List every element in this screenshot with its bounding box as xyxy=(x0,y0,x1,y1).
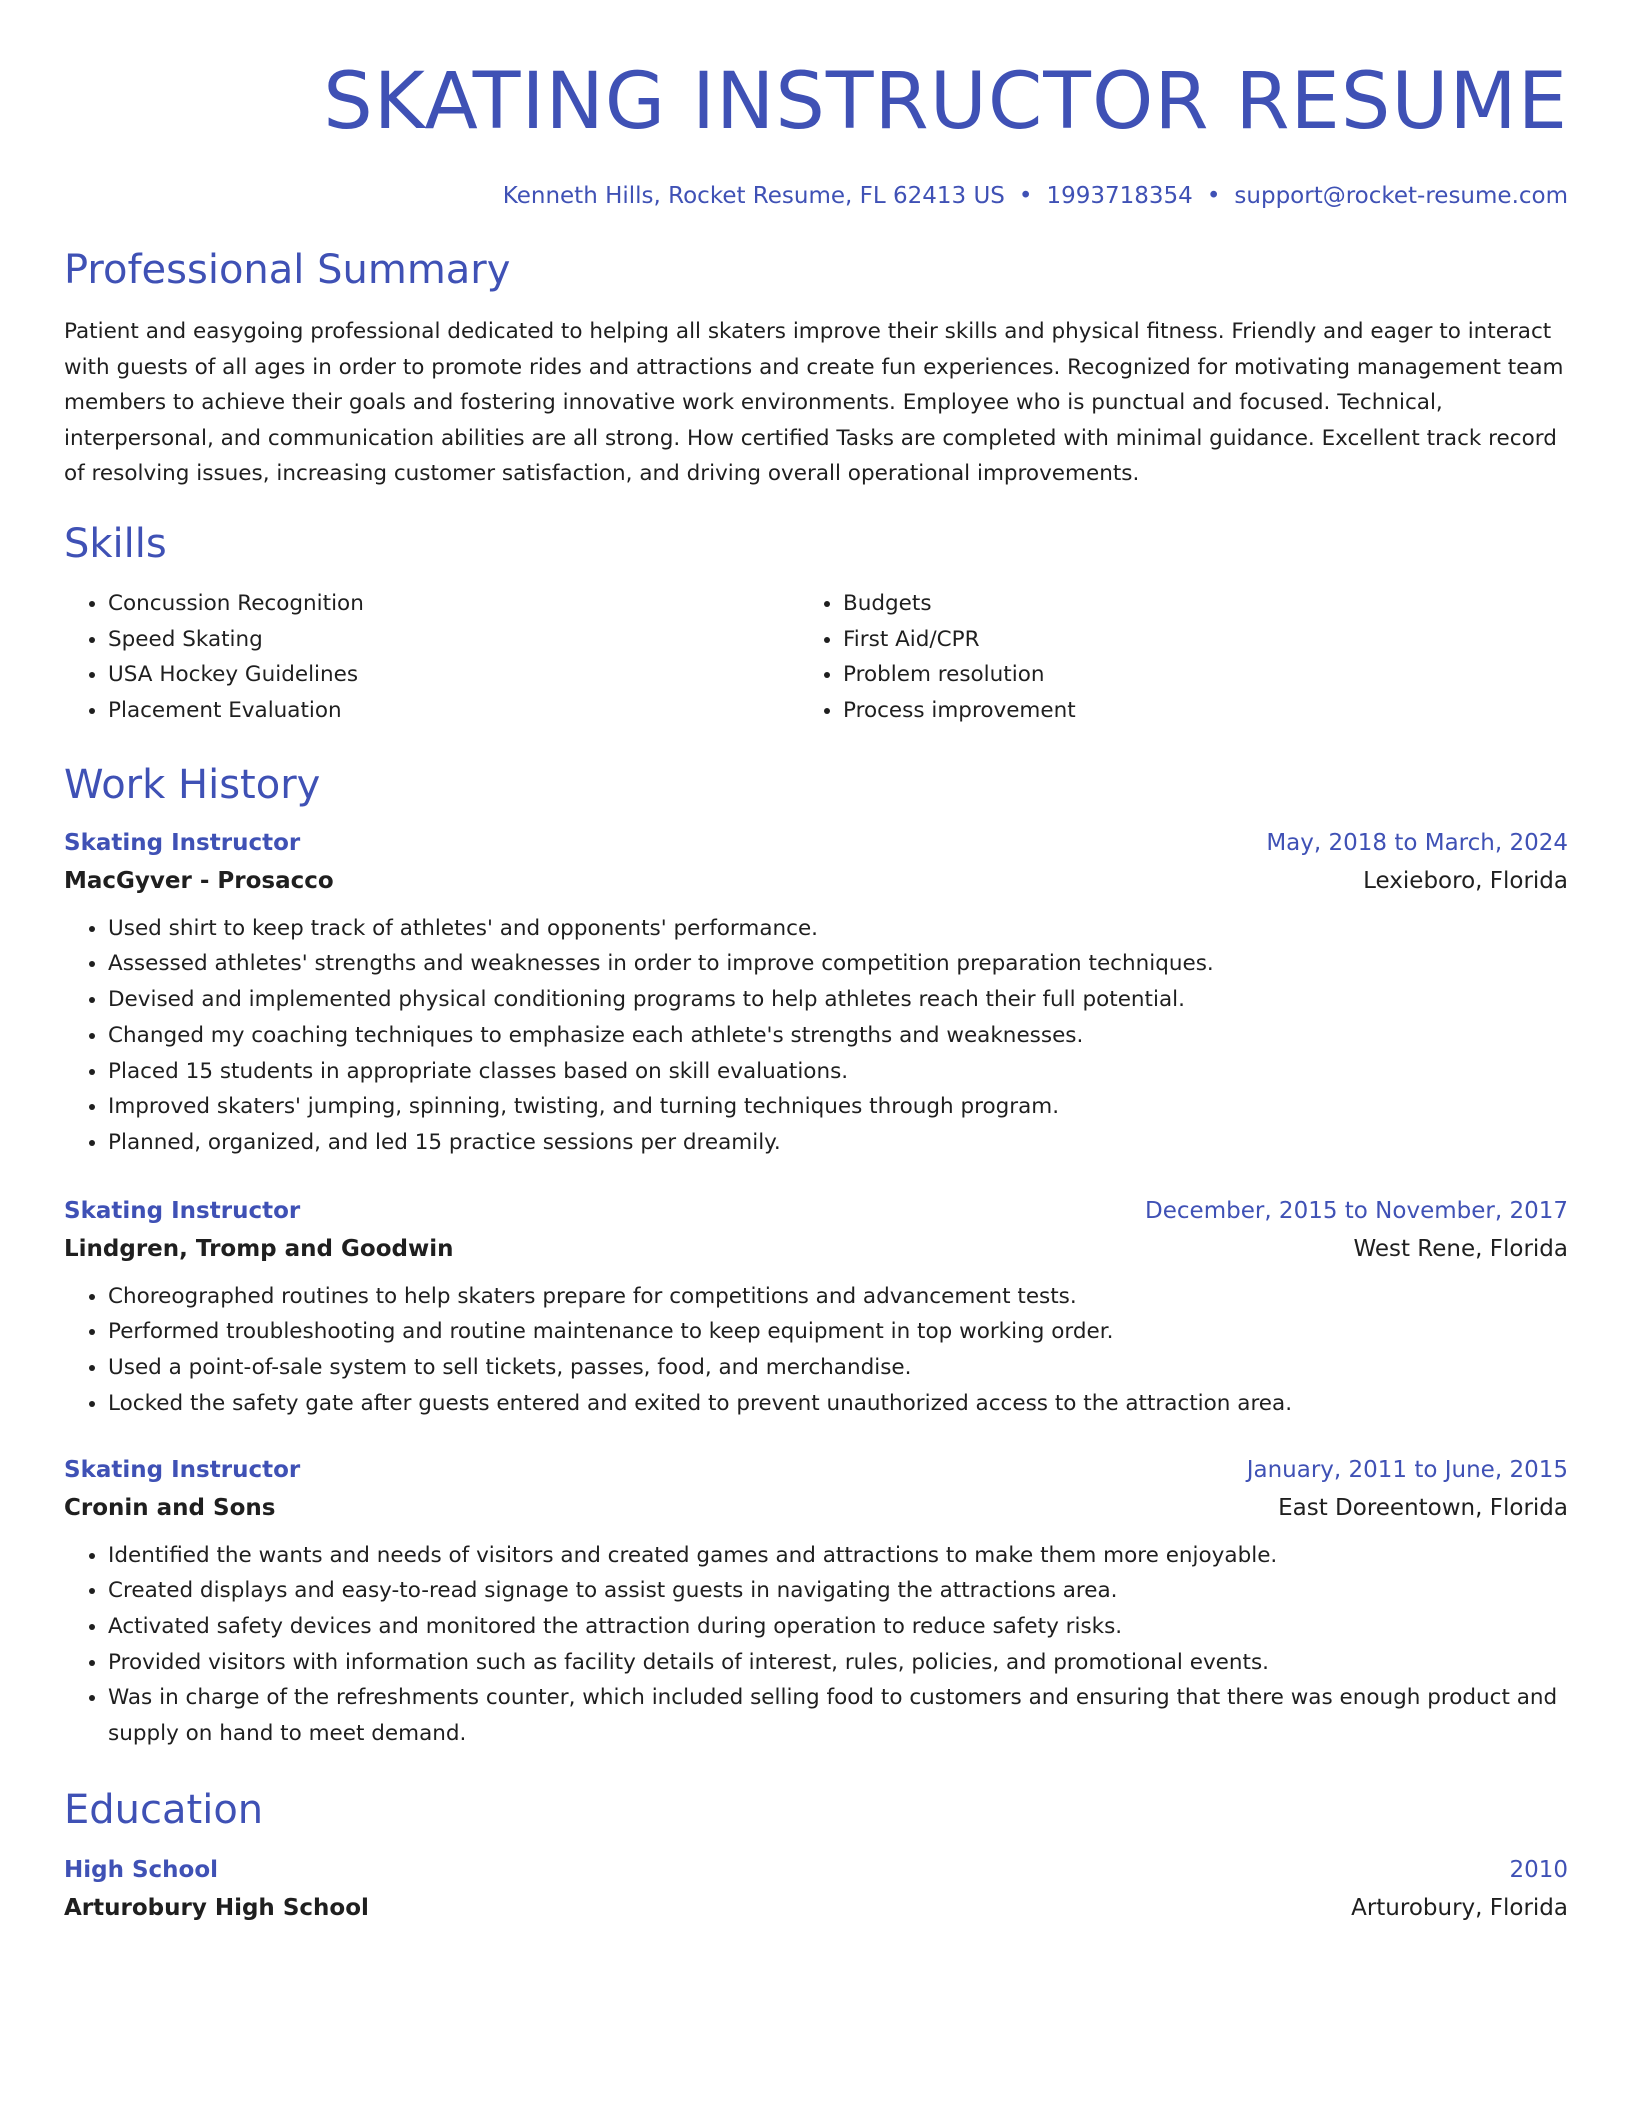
job-entry xyxy=(64,825,1568,1161)
job-company: Lindgren, Tromp and Goodwin xyxy=(64,1235,454,1262)
skill-item: • USA Hockey Guidelines xyxy=(108,657,799,693)
job-company: Cronin and Sons xyxy=(64,1494,276,1521)
job-company-row xyxy=(64,1229,1568,1269)
contact-separator: • xyxy=(1206,183,1221,209)
skill-item: • Problem resolution xyxy=(843,657,1534,693)
job-company-row xyxy=(64,861,1568,901)
job-entry xyxy=(64,1452,1568,1752)
job-dates: May, 2018 to March, 2024 xyxy=(1266,829,1568,856)
skills-column-left xyxy=(64,586,799,729)
job-bullets xyxy=(64,1538,1568,1752)
education-entry xyxy=(64,1852,1568,1928)
job-bullet: • Planned, organized, and led 15 practice sessions per dreamily. xyxy=(108,1125,1568,1161)
skill-item: • Process improvement xyxy=(843,693,1534,729)
job-header-row xyxy=(64,1452,1568,1488)
education-year: 2010 xyxy=(1509,1856,1568,1883)
job-bullet: • Locked the safety gate after guests entered and exited to prevent unauthorized access to the attraction area. xyxy=(108,1386,1568,1422)
job-role: Skating Instructor xyxy=(64,1456,301,1483)
job-role: Skating Instructor xyxy=(64,1197,301,1224)
education-header-row xyxy=(64,1852,1568,1888)
job-entry xyxy=(64,1193,1568,1422)
skills-list xyxy=(64,586,1568,729)
contact-line xyxy=(64,180,1568,212)
job-bullet: • Placed 15 students in appropriate classes based on skill evaluations. xyxy=(108,1054,1568,1090)
job-bullet: • Devised and implemented physical conditioning programs to help athletes reach their full potential. xyxy=(108,982,1568,1018)
job-company-row xyxy=(64,1488,1568,1528)
skill-item: • Placement Evaluation xyxy=(108,693,799,729)
education-school: Arturobury High School xyxy=(64,1894,369,1921)
job-bullet: • Used shirt to keep track of athletes' and opponents' performance. xyxy=(108,911,1568,947)
job-bullet: • Activated safety devices and monitored the attraction during operation to reduce safety risks. xyxy=(108,1609,1568,1645)
job-bullet: • Provided visitors with information such as facility details of interest, rules, policies, and promotional events. xyxy=(108,1645,1568,1681)
job-bullet: • Improved skaters' jumping, spinning, twisting, and turning techniques through program. xyxy=(108,1089,1568,1125)
job-bullets xyxy=(64,1279,1568,1422)
contact-separator: • xyxy=(1018,183,1033,209)
job-bullets xyxy=(64,911,1568,1161)
job-dates: December, 2015 to November, 2017 xyxy=(1145,1197,1568,1224)
resume-title: SKATING INSTRUCTOR RESUME xyxy=(323,57,1568,147)
skill-item: • Concussion Recognition xyxy=(108,586,799,622)
skill-item: • Speed Skating xyxy=(108,622,799,658)
skill-item: • Budgets xyxy=(843,586,1534,622)
contact-address: Kenneth Hills, Rocket Resume, FL 62413 US xyxy=(502,183,1005,209)
education-degree: High School xyxy=(64,1856,219,1883)
contact-email: support@rocket-resume.com xyxy=(1234,183,1568,209)
job-role: Skating Instructor xyxy=(64,829,301,856)
skills-heading: Skills xyxy=(64,520,167,567)
job-bullet: • Choreographed routines to help skaters prepare for competitions and advancement tests. xyxy=(108,1279,1568,1315)
job-bullet: • Performed troubleshooting and routine maintenance to keep equipment in top working order. xyxy=(108,1314,1568,1350)
job-bullet: • Changed my coaching techniques to emphasize each athlete's strengths and weaknesses. xyxy=(108,1018,1568,1054)
job-bullet: • Was in charge of the refreshments counter, which included selling food to customers and ensuring that there was enough product and supply on hand to meet demand. xyxy=(108,1680,1568,1751)
work-history-heading: Work History xyxy=(64,761,321,808)
skills-column-right xyxy=(799,586,1534,729)
contact-phone: 1993718354 xyxy=(1046,183,1193,209)
job-bullet: • Created displays and easy-to-read signage to assist guests in navigating the attractions area. xyxy=(108,1573,1568,1609)
job-location: West Rene, Florida xyxy=(1353,1235,1568,1262)
summary-text: Patient and easygoing professional dedicated to helping all skaters improve their skills and physical fitness. Friendly and eager to interact with guests of all ages in order to promote rides and attractions and create fun experiences. Recognized for motivating management team members to achieve their goals and fostering innovative work environments. Employee who is punctual and focused. Technical, interpersonal, and communication abilities are all strong. How certified Tasks are completed with minimal guidance. Excellent track record of resolving issues, increasing customer satisfaction, and driving overall operational improvements. xyxy=(64,319,1564,487)
job-header-row xyxy=(64,1193,1568,1229)
job-bullet: • Identified the wants and needs of visitors and created games and attractions to make them more enjoyable. xyxy=(108,1538,1568,1574)
resume-header xyxy=(64,0,1568,212)
job-bullet: • Assessed athletes' strengths and weaknesses in order to improve competition preparation techniques. xyxy=(108,946,1568,982)
job-bullet: • Used a point-of-sale system to sell tickets, passes, food, and merchandise. xyxy=(108,1350,1568,1386)
education-school-row xyxy=(64,1888,1568,1928)
job-header-row xyxy=(64,825,1568,861)
job-dates: January, 2011 to June, 2015 xyxy=(1246,1456,1568,1483)
skill-item: • First Aid/CPR xyxy=(843,622,1534,658)
job-location: Lexieboro, Florida xyxy=(1363,867,1568,894)
job-location: East Doreentown, Florida xyxy=(1278,1494,1568,1521)
summary-heading: Professional Summary xyxy=(64,247,511,293)
education-heading: Education xyxy=(64,1786,264,1833)
job-company: MacGyver - Prosacco xyxy=(64,867,334,894)
education-location: Arturobury, Florida xyxy=(1351,1894,1568,1921)
